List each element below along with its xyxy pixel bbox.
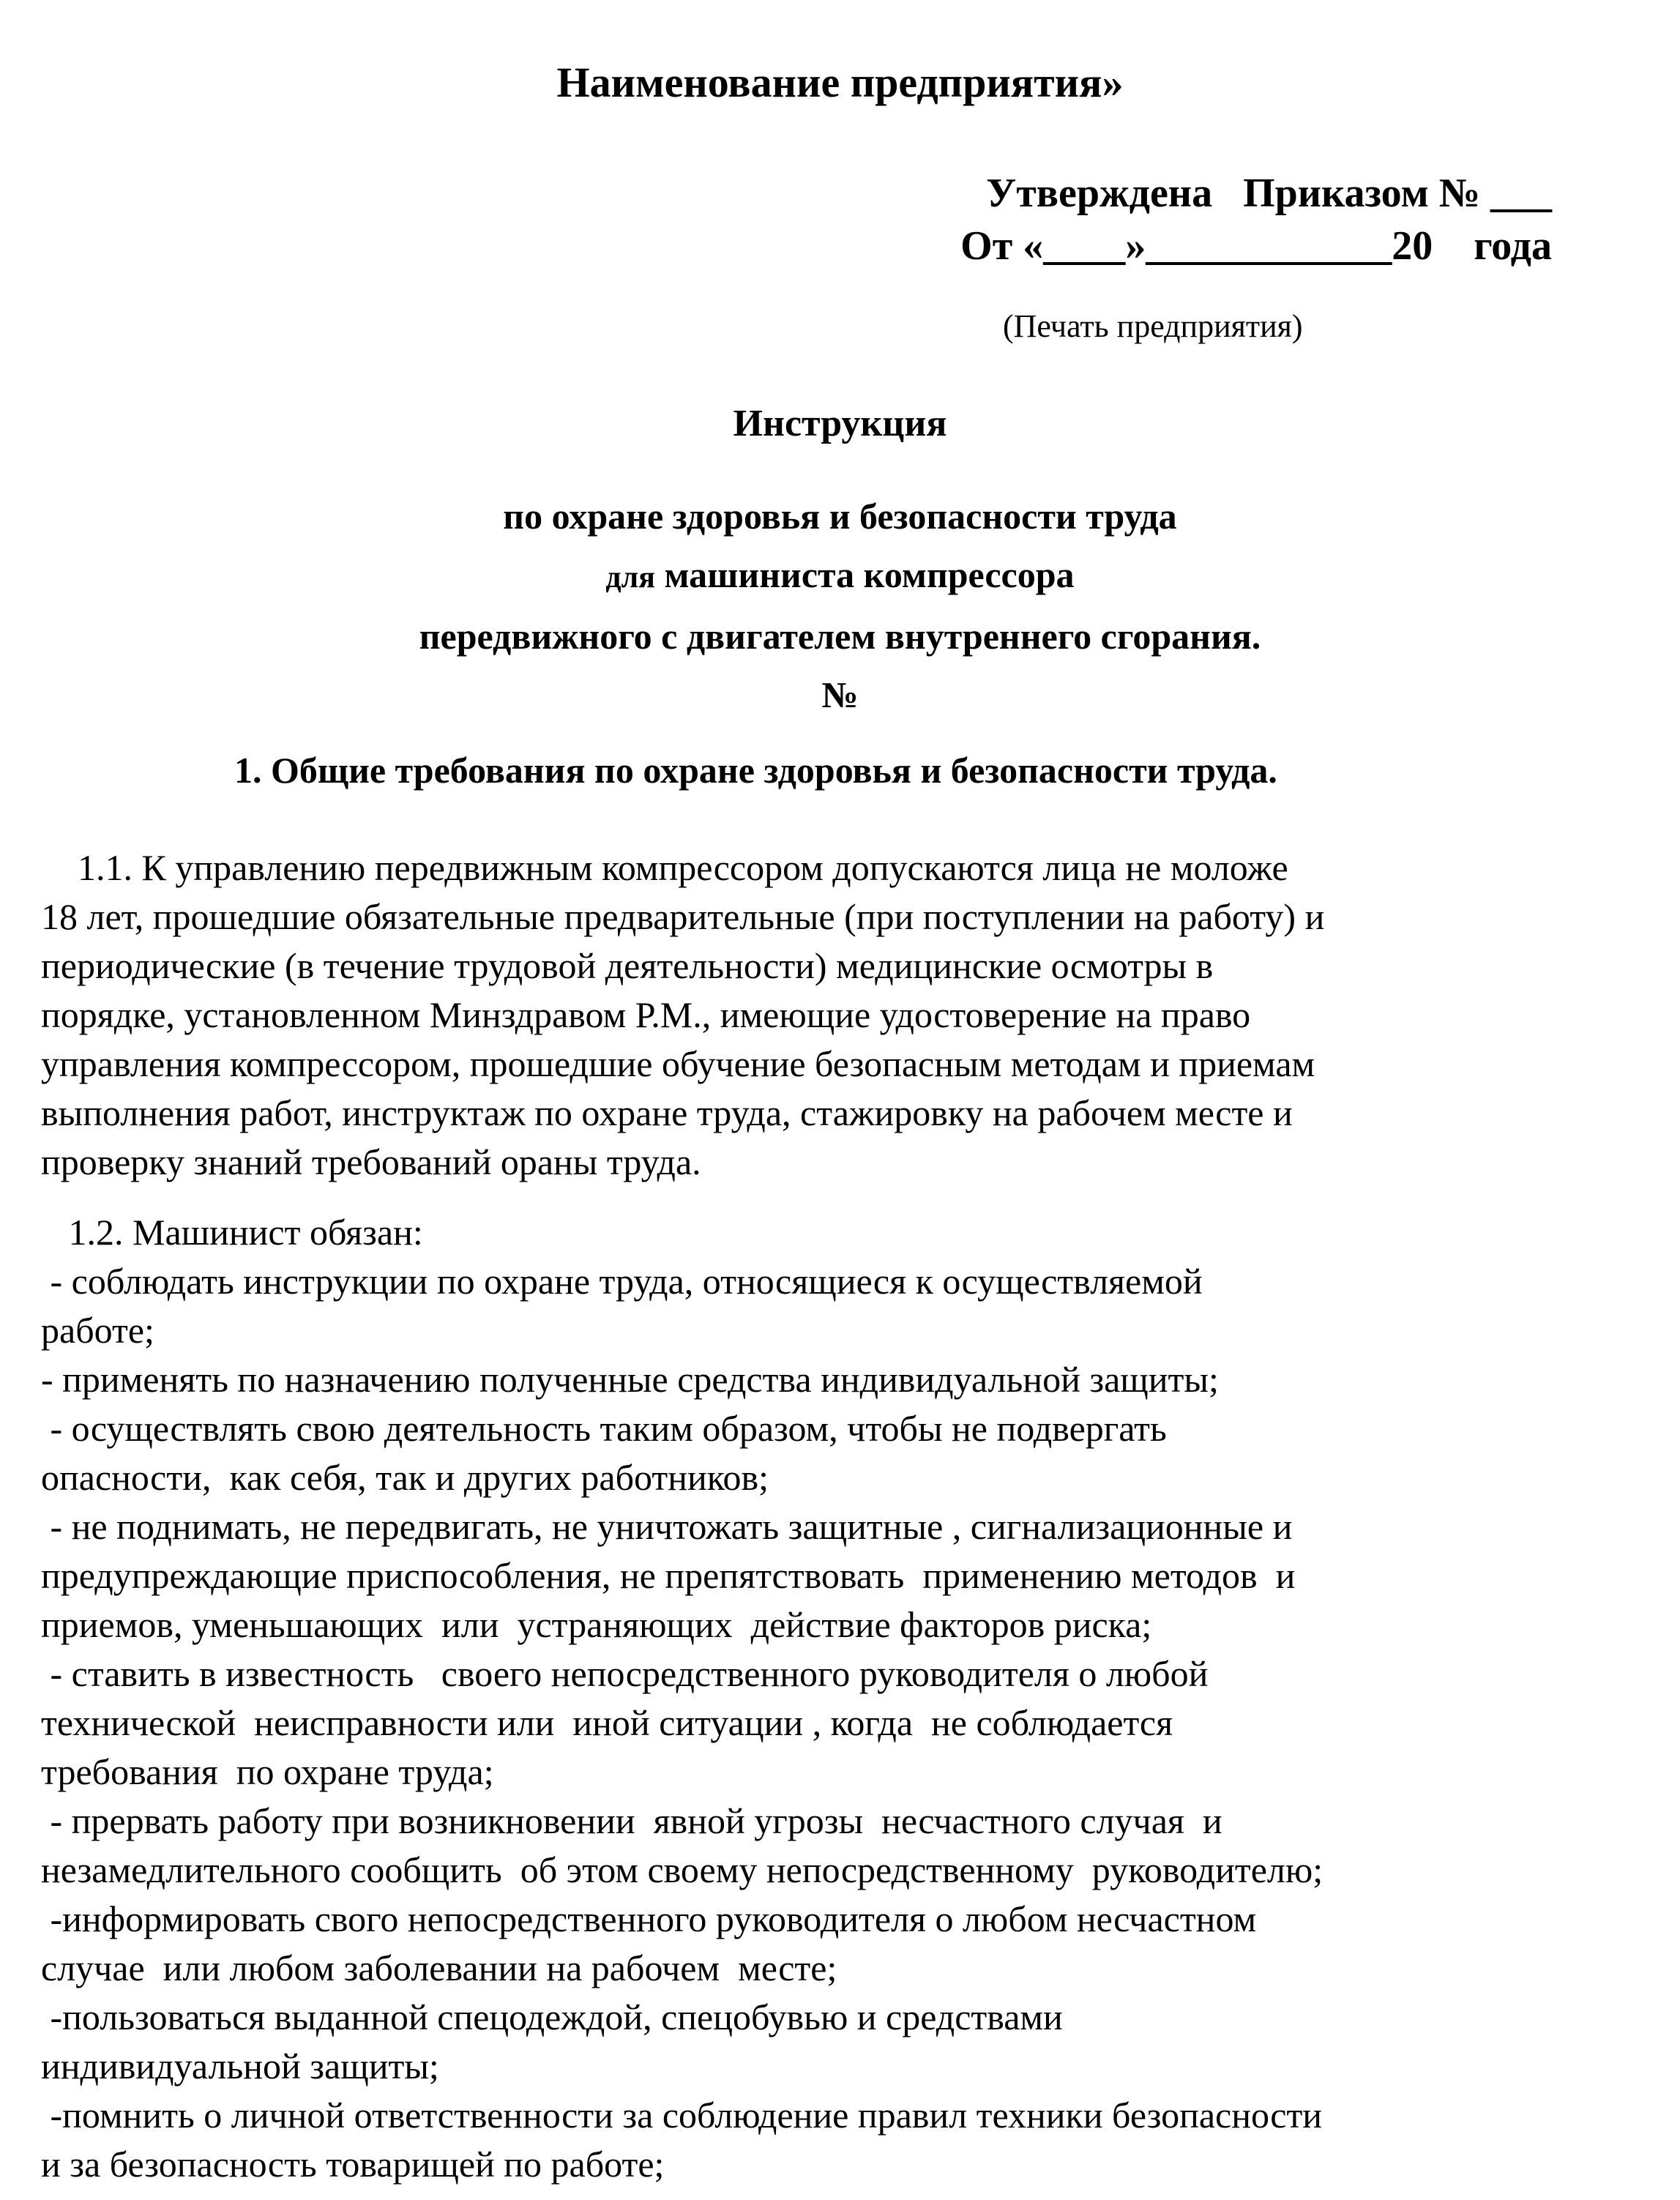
subject-line-2-rest: машиниста компрессора — [654, 554, 1075, 595]
subject-line-1: по охране здоровья и безопасности труда — [503, 496, 1177, 537]
approval-date-line: От «____»____________20 года — [960, 223, 1552, 269]
subject-line-2 — [0, 545, 1680, 607]
company-name: Наименование предприятия» — [556, 59, 1124, 106]
document-type-title: Инструкция — [733, 403, 947, 444]
document-number-sign: № — [821, 674, 859, 715]
document-subject — [0, 487, 1680, 724]
company-stamp-placeholder: (Печать предприятия) — [1003, 308, 1303, 344]
subject-line-2-prefix: для — [605, 561, 655, 594]
paragraph-1-2: 1.2. Машинист обязан: - соблюдать инструкции по охране труда, относящиеся к осуществляемой работе; - применять по назначению полученные средства индивидуальной защиты; - осуществлять свою деятельность таким образом, чтобы не подвергать опасности, как себя, так и других работников; - не поднимать, не передвигать, не уничтожать защитные , сигнализационные и предупреждающие приспособления, не препятствовать применению методов и приемов, уменьшающих или устраняющих действие факторов риска; - ставить в известность своего непосредственного руководителя о любой технической неисправности или иной ситуации , когда не соблюдается требования по охране труда; - прервать работу при возникновении явной угрозы несчастного случая и незамедлительного сообщить об этом своему непосредственному руководителю; -информировать свого непосредственного руководителя о любом несчастном случае или любом заболевании на рабочем месте; -пользоваться выданной спецодеждой, спецобувью и средствами индивидуальной защиты; -помнить о личной ответственности за соблюдение правил техники безопасности и за безопасность товарищей по работе; — [41, 1212, 1324, 2185]
approval-block — [960, 167, 1552, 272]
approval-order-line: Утверждена Приказом № ___ — [986, 171, 1552, 216]
paragraph-1-1: 1.1. К управлению передвижным компрессором допускаются лица не моложе 18 лет, прошедшие обязательные предварительные (при поступлении на работу) и периодические (в течение трудовой деятельности) медицинские осмотры в порядке, установленном Минздравом Р.М., имеющие удостоверение на право управления компрессором, прошедшие обучение безопасным методам и приемам выполнения работ, инструктаж по охране труда, стажировку на рабочем месте и проверку знаний требований ораны труда. — [41, 847, 1325, 1182]
subject-line-3: передвижного с двигателем внутреннего сгорания. — [419, 616, 1261, 657]
section-1-heading: 1. Общие требования по охране здоровья и безопасности труда. — [234, 750, 1277, 791]
